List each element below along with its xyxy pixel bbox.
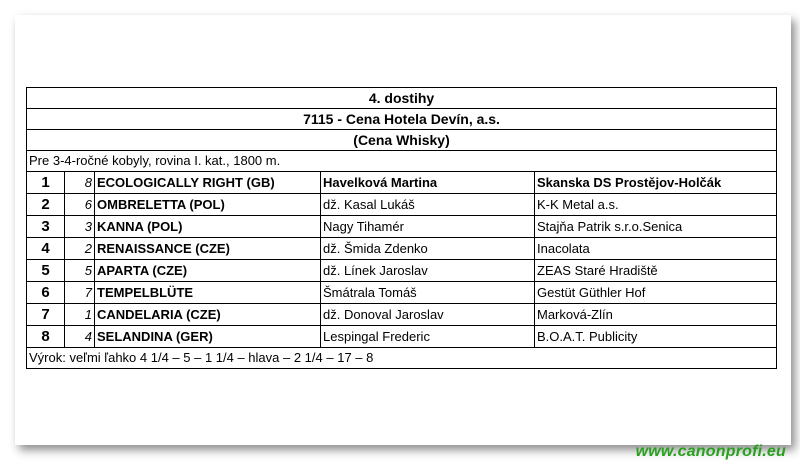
number-cell: 7 [65,282,95,304]
race-name: 7115 - Cena Hotela Devín, a.s. [27,109,777,130]
jockey-cell: Nagy Tihamér [321,216,535,238]
owner-cell: Skanska DS Prostějov-Holčák [535,172,777,194]
result-row [27,326,777,348]
place-cell: 7 [27,304,65,326]
jockey-cell: Havelková Martina [321,172,535,194]
owner-cell: ZEAS Staré Hradiště [535,260,777,282]
race-conditions: Pre 3-4-ročné kobyly, rovina I. kat., 1800 m. [27,151,777,172]
number-cell: 1 [65,304,95,326]
number-cell: 6 [65,194,95,216]
results-sheet [26,87,776,369]
race-number: 4. dostihy [27,88,777,109]
place-cell: 1 [27,172,65,194]
result-row [27,238,777,260]
horse-cell: SELANDINA (GER) [95,326,321,348]
result-row [27,194,777,216]
jockey-cell: Šmátrala Tomáš [321,282,535,304]
place-cell: 2 [27,194,65,216]
place-cell: 6 [27,282,65,304]
horse-cell: RENAISSANCE (CZE) [95,238,321,260]
jockey-cell: dž. Donoval Jaroslav [321,304,535,326]
jockey-cell: dž. Kasal Lukáš [321,194,535,216]
result-row [27,216,777,238]
owner-cell: B.O.A.T. Publicity [535,326,777,348]
jockey-cell: dž. Línek Jaroslav [321,260,535,282]
watermark: www.canonprofi.eu [635,443,786,460]
race-sponsor: (Cena Whisky) [27,130,777,151]
owner-cell: Stajňa Patrik s.r.o.Senica [535,216,777,238]
number-cell: 8 [65,172,95,194]
horse-cell: OMBRELETTA (POL) [95,194,321,216]
owner-cell: K-K Metal a.s. [535,194,777,216]
result-row [27,282,777,304]
verdict: Výrok: veľmi ľahko 4 1/4 – 5 – 1 1/4 – hlava – 2 1/4 – 17 – 8 [27,348,777,369]
place-cell: 4 [27,238,65,260]
jockey-cell: Lespingal Frederic [321,326,535,348]
number-cell: 2 [65,238,95,260]
horse-cell: CANDELARIA (CZE) [95,304,321,326]
number-cell: 5 [65,260,95,282]
result-row [27,304,777,326]
owner-cell: Gestüt Güthler Hof [535,282,777,304]
owner-cell: Inacolata [535,238,777,260]
place-cell: 3 [27,216,65,238]
horse-cell: TEMPELBLÜTE [95,282,321,304]
results-table [26,87,777,369]
owner-cell: Marková-Zlín [535,304,777,326]
number-cell: 4 [65,326,95,348]
horse-cell: APARTA (CZE) [95,260,321,282]
place-cell: 5 [27,260,65,282]
horse-cell: KANNA (POL) [95,216,321,238]
result-row [27,260,777,282]
result-row [27,172,777,194]
number-cell: 3 [65,216,95,238]
jockey-cell: dž. Šmida Zdenko [321,238,535,260]
horse-cell: ECOLOGICALLY RIGHT (GB) [95,172,321,194]
place-cell: 8 [27,326,65,348]
